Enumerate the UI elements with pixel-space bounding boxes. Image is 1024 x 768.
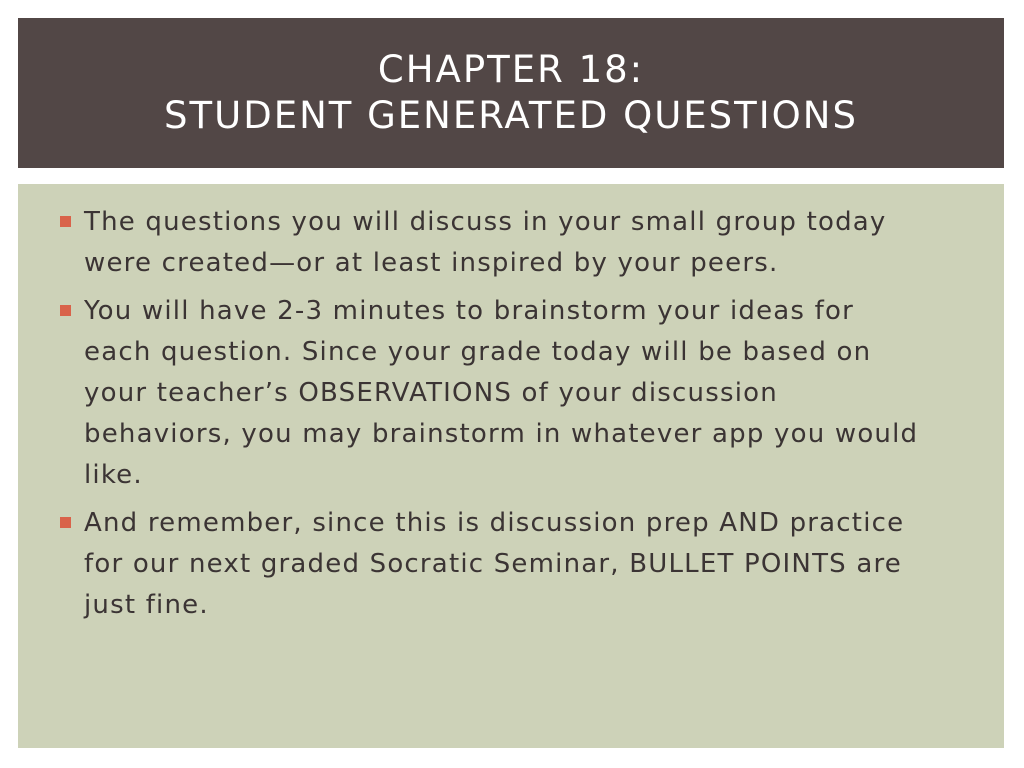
bullet-text: And remember, since this is discussion prep AND practice for our next graded Socratic Seminar, BULLET POINTS are just fine. [84, 508, 905, 620]
bullet-text: You will have 2-3 minutes to brainstorm your ideas for each question. Since your grade today will be based on your teacher’s OBSERVATIONS of your discussion behaviors, you may brainstorm in whatever app you would like. [84, 296, 919, 490]
bullet-list [60, 202, 964, 626]
bullet-text: The questions you will discuss in your small group today were created—or at least inspired by your peers. [84, 207, 887, 278]
bullet-item [60, 503, 964, 626]
bullet-item [60, 202, 964, 284]
content-box [18, 184, 1004, 748]
square-bullet-icon [60, 517, 71, 528]
slide-title-line-1: CHAPTER 18: [377, 48, 645, 91]
square-bullet-icon [60, 216, 71, 227]
slide-title-line-2: STUDENT GENERATED QUESTIONS [164, 94, 858, 137]
square-bullet-icon [60, 305, 71, 316]
bullet-item [60, 291, 964, 496]
title-bar [18, 18, 1004, 168]
